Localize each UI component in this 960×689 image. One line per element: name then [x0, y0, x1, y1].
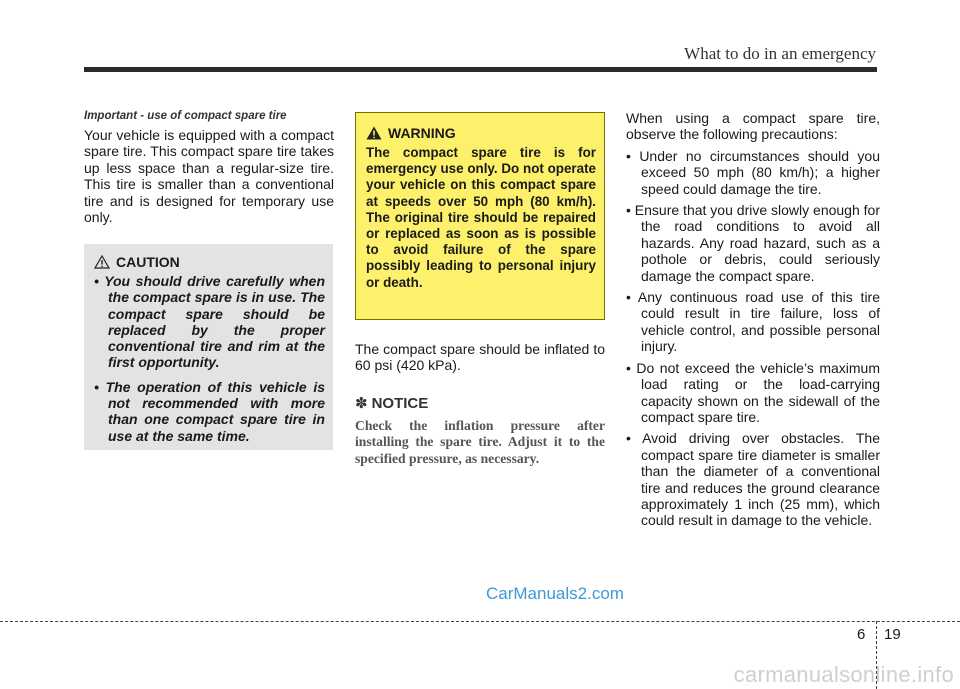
- caution-item: • The operation of this vehicle is not recommended with more than one compact spare tire in use at the same time.: [94, 378, 325, 444]
- list-item: • Under no circumstances should you exceed 50 mph (80 km/h); a higher speed could damage the tire.: [626, 147, 880, 197]
- intro-paragraph: Your vehicle is equipped with a compact spare tire. This compact spare tire takes up less space than a regular-size tire. This tire is smaller than a conventional tire and is designed for temporary use only.: [84, 127, 334, 226]
- page-number: 19: [884, 626, 901, 643]
- footer-watermark: carmanualsonline.info: [733, 662, 954, 687]
- warning-box: [355, 112, 605, 320]
- list-item: • Do not exceed the vehicle’s maximum load rating or the load-carrying capacity shown on the sidewall of the compact spare tire.: [626, 359, 880, 425]
- caution-item: • You should drive carefully when the compact spare is in use. The compact spare should be replaced by the proper conventional tire and rim at the first opportunity.: [94, 273, 325, 371]
- caution-header: [94, 254, 325, 270]
- column-3: [626, 110, 880, 534]
- watermark-link[interactable]: CarManuals2.com: [486, 584, 624, 603]
- caution-triangle-icon: [94, 255, 110, 269]
- caution-list: [94, 273, 325, 444]
- list-item: • Ensure that you drive slowly enough for the road conditions to avoid all hazards. Any road hazard, such as a pothole or debris, could seriously damage the compact spare.: [626, 202, 880, 284]
- subheading: Important - use of compact spare tire: [84, 110, 287, 122]
- column-1: [84, 110, 334, 225]
- caution-title: CAUTION: [116, 254, 180, 270]
- notice-text: Check the inflation pressure after installing the spare tire. Adjust it to the specified pressure, as necessary.: [355, 418, 605, 466]
- header-rule: [84, 67, 877, 72]
- footer-divider: [0, 621, 960, 622]
- list-item: • Avoid driving over obstacles. The compact spare tire diameter is smaller than the diameter of a conventional tire and reduces the ground clearance approximately 1 inch (25 mm), which could result in damage to the vehicle.: [626, 430, 880, 529]
- header-title: What to do in an emergency: [684, 44, 876, 63]
- warning-title: WARNING: [388, 125, 456, 141]
- chapter-number: 6: [857, 626, 866, 643]
- precautions-list: [626, 148, 880, 529]
- warning-triangle-icon: [366, 126, 382, 140]
- notice-star-icon: ✽: [355, 395, 368, 412]
- warning-header: [366, 125, 596, 141]
- caution-box: [84, 244, 333, 450]
- precautions-intro: When using a compact spare tire, observe the following precautions:: [626, 110, 880, 143]
- list-item: • Any continuous road use of this tire could result in tire failure, loss of vehicle control, and possible personal injury.: [626, 289, 880, 355]
- notice-section: [355, 394, 605, 467]
- notice-title: NOTICE: [371, 394, 429, 412]
- inflation-paragraph: The compact spare should be inflated to 60 psi (420 kPa).: [355, 341, 605, 374]
- notice-header: [355, 394, 605, 412]
- warning-text: The compact spare tire is for emergency use only. Do not operate your vehicle on this compact spare at speeds over 50 mph (80 km/h). The original tire should be repaired or replaced as soon as is possible to avoid failure of the spare possibly leading to personal injury or death.: [366, 145, 596, 290]
